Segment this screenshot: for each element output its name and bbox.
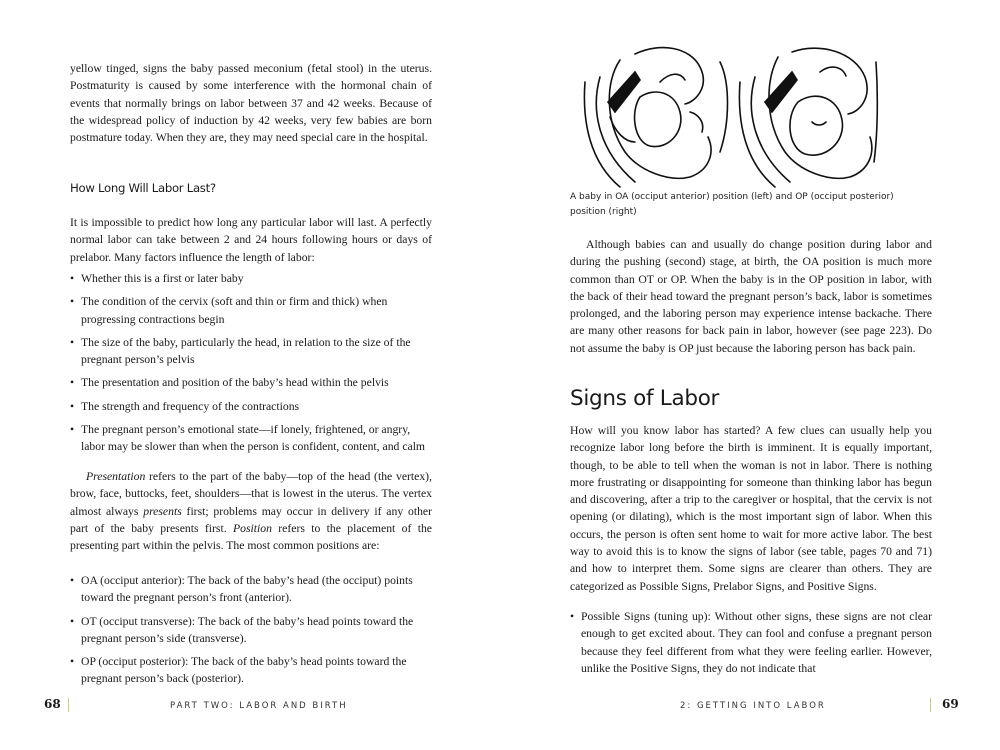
- factors-list: [70, 270, 432, 462]
- running-head-left: PART TWO: LABOR AND BIRTH: [170, 701, 348, 711]
- list-item: • OA (occiput anterior): The back of the baby’s head (the occiput) points toward the pregnant person’s front (anterior).: [70, 572, 432, 607]
- presentation-paragraph: Presentation refers to the part of the baby—top of the head (the vertex), brow, face, buttocks, feet, shoulders—that is lowest in the uterus. The vertex almost always presents first; problems may occur in delivery if any other part of the baby presents first. Position refers to the placement of the presenting part within the pelvis. The most common positions are:: [70, 470, 432, 553]
- footer-divider-right: [930, 698, 931, 712]
- labor-length-paragraph: It is impossible to predict how long any particular labor will last. A perfectly normal labor can take between 2 and 24 hours following hours or days of prelabor. Many factors influence the length of labor:: [70, 216, 432, 264]
- list-item: • Possible Signs (tuning up): Without other signs, these signs are not clear enough to get excited about. They can fool and confuse a pregnant person because they feel different from what they were feeling earlier. However, unlike the Positive Signs, they do not indicate that: [570, 608, 932, 677]
- page-number-right: 69: [942, 697, 959, 711]
- term-position: Position: [232, 521, 272, 535]
- term-presents: presents: [143, 504, 182, 518]
- section-heading-labor-length: How Long Will Labor Last?: [70, 181, 216, 195]
- signs-list: [570, 608, 932, 683]
- fetal-position-illustration: [580, 42, 880, 190]
- position-change-paragraph: Although babies can and usually do change position during labor and during the pushing (second) stage, at birth, the OA position is much more common than OT or OP. When the baby is in the OP position in labor, with the back of their head toward the pregnant person’s back, labor is sometimes prolonged, and the laboring person may experience intense backache. There are many other reasons for back pain in labor, however (see page 223). Do not assume the baby is OP just because the laboring person has back pain.: [570, 238, 932, 355]
- list-item: • The presentation and position of the baby’s head within the pelvis: [70, 374, 432, 391]
- page-number-left: 68: [44, 697, 61, 711]
- list-item: • The size of the baby, particularly the head, in relation to the size of the pregnant person’s pelvis: [70, 334, 432, 369]
- section-heading-signs-of-labor: Signs of Labor: [570, 386, 720, 411]
- positions-list: [70, 572, 432, 694]
- figure-caption: A baby in OA (occiput anterior) position (left) and OP (occiput posterior) position (right): [570, 192, 894, 217]
- running-head-right: 2: GETTING INTO LABOR: [680, 701, 826, 711]
- signs-paragraph: How will you know labor has started? A few clues can usually help you recognize labor long before the birth is imminent. It is equally important, though, to be able to tell when the woman is not in labor. There is nothing more frustrating or disappointing for someone than thinking labor has begun and discovering, after a trip to the caregiver or hospital, that the cervix is not opening (or dilating), which is the most important sign of labor. When this occurs, the person is often sent home to wait for more active labor. The best way to avoid this is to know the signs of labor (see table, pages 70 and 71) and how to interpret them. Some signs are clearer than others. They are categorized as Possible Signs, Prelabor Signs, and Positive Signs.: [570, 424, 932, 593]
- footer-divider-left: [68, 698, 69, 712]
- list-item: • The strength and frequency of the contractions: [70, 398, 432, 415]
- list-item: • OT (occiput transverse): The back of the baby’s head points toward the pregnant person’s side (transverse).: [70, 613, 432, 648]
- list-item: • The pregnant person’s emotional state—if lonely, frightened, or angry, labor may be slower than when the person is confident, content, and calm: [70, 421, 432, 456]
- intro-paragraph: yellow tinged, signs the baby passed meconium (fetal stool) in the uterus. Postmaturity is caused by some interference with the hormonal chain of events that normally brings on labor between 37 and 42 weeks. Because of the widespread policy of induction by 42 weeks, very few babies are born postmature today. When they are, they may need special care in the hospital.: [70, 62, 432, 145]
- right-page: [500, 0, 1000, 750]
- term-presentation: Presentation: [86, 470, 146, 483]
- list-item: • OP (occiput posterior): The back of the baby’s head points toward the pregnant person’s back (posterior).: [70, 653, 432, 688]
- list-item: • Whether this is a first or later baby: [70, 270, 432, 287]
- list-item: • The condition of the cervix (soft and thin or firm and thick) when progressing contractions begin: [70, 293, 432, 328]
